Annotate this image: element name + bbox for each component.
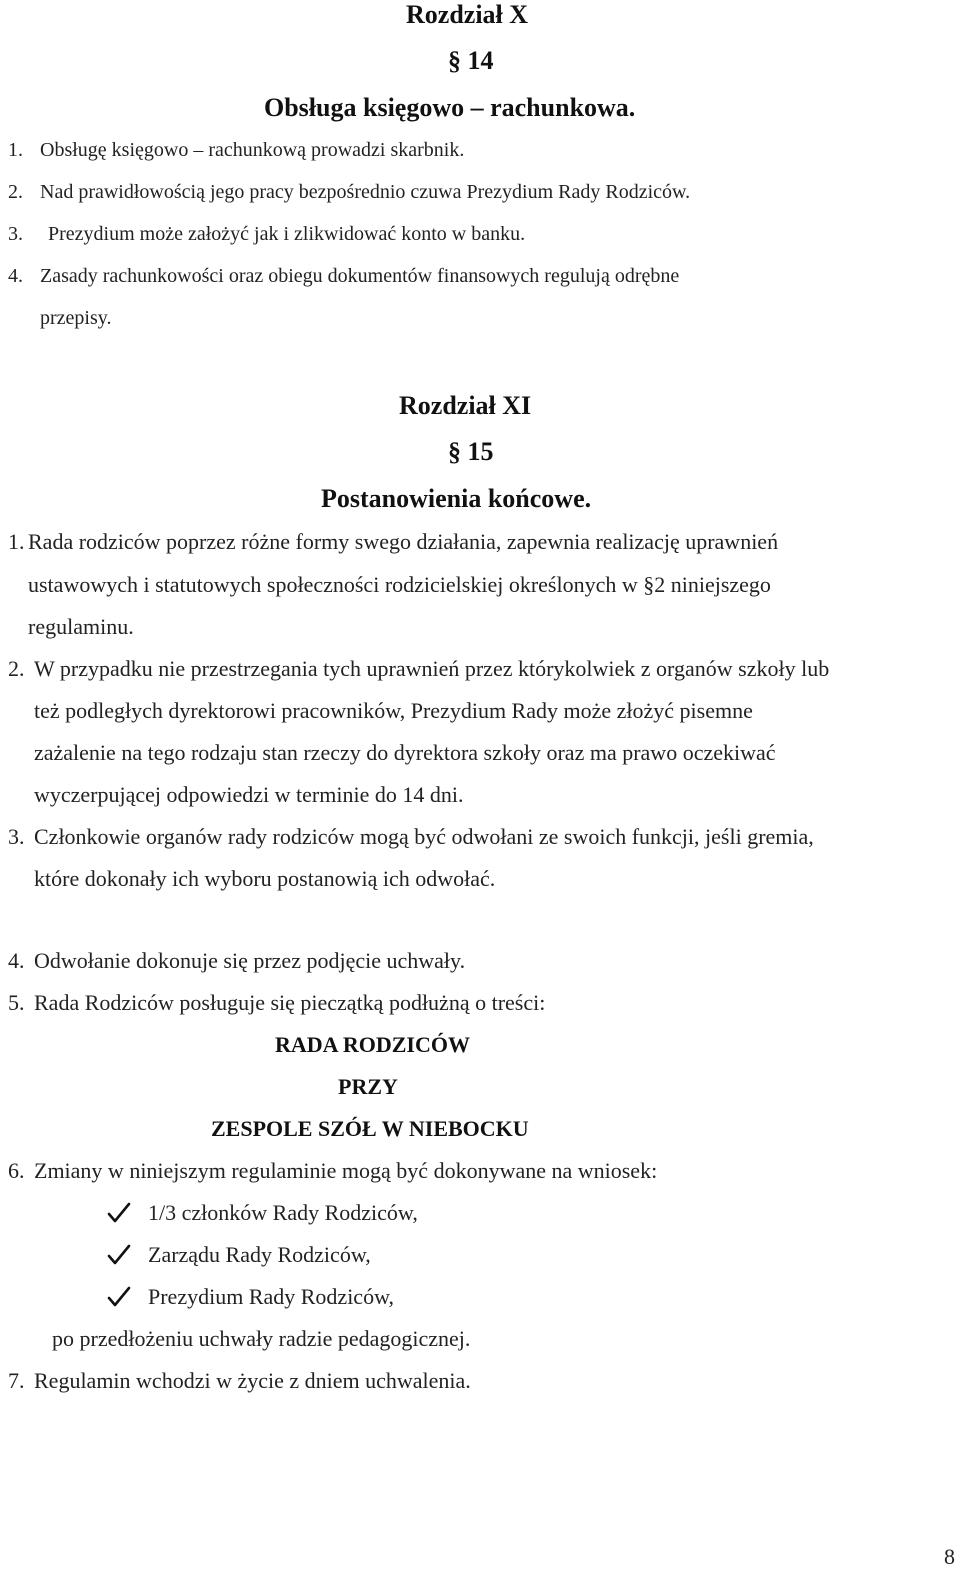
- stamp-line: ZESPOLE SZÓŁ W NIEBOCKU: [211, 1116, 529, 1141]
- check-icon: [106, 1200, 132, 1226]
- stamp-line: RADA RODZICÓW: [275, 1032, 470, 1057]
- list-item-number: 7.: [8, 1368, 25, 1393]
- chapter-xi-heading: Postanowienia końcowe.: [321, 484, 592, 513]
- list-item-text: W przypadku nie przestrzegania tych uprawnień przez którykolwiek z organów szkoły lub: [34, 656, 830, 681]
- list-item-text: po przedłożeniu uchwały radzie pedagogicznej.: [52, 1326, 471, 1351]
- list-item-number: 1.: [8, 529, 25, 554]
- list-item-text: Obsługę księgowo – rachunkową prowadzi skarbnik.: [40, 139, 465, 161]
- list-item-continuation: przepisy.: [40, 307, 112, 329]
- list-item-text: Prezydium może założyć jak i zlikwidować konto w banku.: [48, 223, 526, 245]
- list-item-text: regulaminu.: [28, 614, 134, 639]
- list-item-text: zażalenie na tego rodzaju stan rzeczy do dyrektora szkoły oraz ma prawo oczekiwać: [34, 740, 776, 765]
- page-number: 8: [944, 1544, 955, 1569]
- list-item-text: Regulamin wchodzi w życie z dniem uchwalenia.: [34, 1368, 471, 1393]
- list-item-text: wyczerpującej odpowiedzi w terminie do 14 dni.: [34, 782, 464, 807]
- check-icon: [106, 1284, 132, 1310]
- list-item-text: też podległych dyrektorowi pracowników, Prezydium Rady może złożyć pisemne: [34, 698, 753, 723]
- list-item-number: 2.: [8, 181, 23, 203]
- list-item-number: 1.: [8, 139, 23, 161]
- list-item-number: 5.: [8, 990, 25, 1015]
- list-item-number: 4.: [8, 948, 25, 973]
- list-item-number: 4.: [8, 265, 23, 287]
- list-item-text: ustawowych i statutowych społeczności rodzicielskiej określonych w §2 niniejszego: [28, 572, 771, 597]
- list-item-number: 3.: [8, 223, 23, 245]
- chapter-xi-title: Rozdział XI: [399, 391, 532, 420]
- chapter-x-section: § 14: [448, 46, 494, 75]
- stamp-line: PRZY: [338, 1074, 398, 1099]
- check-icon: [106, 1242, 132, 1268]
- chapter-xi-section: § 15: [448, 437, 494, 466]
- chapter-x-title: Rozdział X: [406, 0, 529, 29]
- list-item-text: które dokonały ich wyboru postanowią ich odwołać.: [34, 866, 496, 891]
- chapter-x-heading: Obsługa księgowo – rachunkowa.: [264, 93, 636, 122]
- list-item-text: Rada Rodziców posługuje się pieczątką podłużną o treści:: [34, 990, 546, 1015]
- checklist-item: Zarządu Rady Rodziców,: [148, 1242, 371, 1267]
- checklist-item: Prezydium Rady Rodziców,: [148, 1284, 395, 1309]
- list-item-number: 6.: [8, 1158, 25, 1183]
- list-item-text: Zmiany w niniejszym regulaminie mogą być dokonywane na wniosek:: [34, 1158, 658, 1183]
- list-item-text: Nad prawidłowością jego pracy bezpośrednio czuwa Prezydium Rady Rodziców.: [40, 181, 691, 203]
- list-item-text: Odwołanie dokonuje się przez podjęcie uchwały.: [34, 948, 466, 973]
- list-item-number: 2.: [8, 656, 25, 681]
- checklist-item: 1/3 członków Rady Rodziców,: [148, 1200, 418, 1225]
- list-item-text: Rada rodziców poprzez różne formy swego działania, zapewnia realizację uprawnień: [28, 529, 779, 554]
- list-item-text: Zasady rachunkowości oraz obiegu dokumentów finansowych regulują odrębne: [40, 265, 680, 287]
- list-item-number: 3.: [8, 824, 25, 849]
- list-item-text: Członkowie organów rady rodziców mogą być odwołani ze swoich funkcji, jeśli gremia,: [34, 824, 814, 849]
